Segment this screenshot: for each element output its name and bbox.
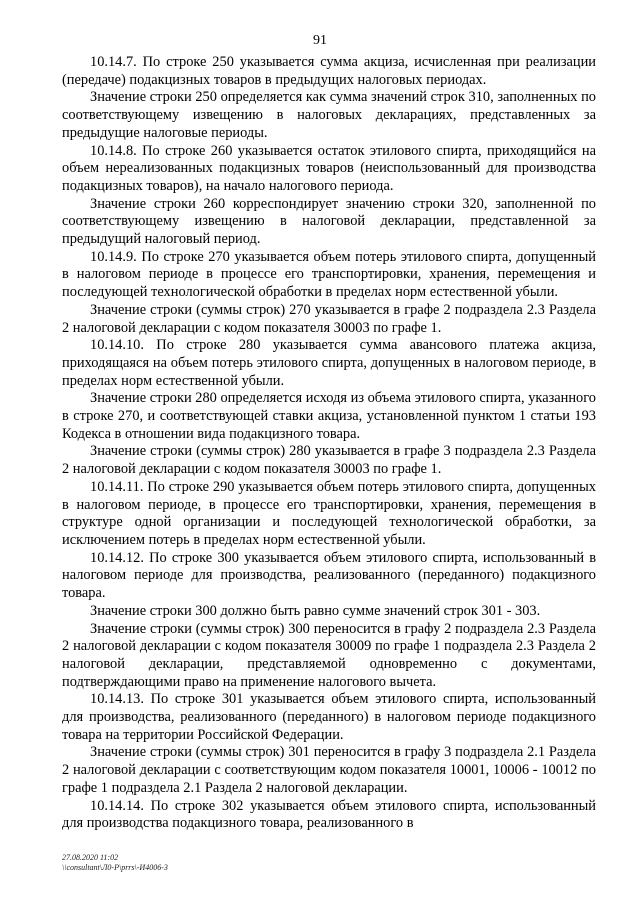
paragraph: Значение строки (суммы строк) 300 переносится в графу 2 подраздела 2.3 Раздела 2 налоговой декларации с кодом показателя 30009 по графе 1 подраздела 2.3 Раздела 2 налоговой декларации, представляемой одновременно с документами, подтверждающими право на применение налогового вычета.	[62, 620, 596, 690]
page-number: 91	[313, 33, 327, 48]
paragraph-10-14-12: 10.14.12. По строке 300 указывается объем этилового спирта, использованный в налоговом периоде для производства, реализованного (переданного) подакцизного товара.	[62, 549, 596, 602]
document-footer	[62, 853, 168, 873]
paragraph: Значение строки 260 корреспондирует значению строки 320, заполненной по соответствующему извещению в налоговой декларации, представленной за предыдущий налоговый период.	[62, 195, 596, 248]
footer-date: 27.08.2020 11:02	[62, 853, 119, 862]
document-body	[62, 54, 596, 833]
paragraph: Значение строки 280 определяется исходя из объема этилового спирта, указанного в строке 270, и соответствующей ставки акциза, установленной пунктом 1 статьи 193 Кодекса в отношении вида подакцизного товара.	[62, 390, 596, 442]
paragraph: Значение строки (суммы строк) 270 указывается в графе 2 подраздела 2.3 Раздела 2 налоговой декларации с кодом показателя 30003 по графе 1.	[62, 301, 596, 336]
paragraph-10-14-14: 10.14.14. По строке 302 указывается объем этилового спирта, использованный для производства подакцизного товара, реализованного в	[62, 797, 596, 832]
paragraph-10-14-7: 10.14.7. По строке 250 указывается сумма акциза, исчисленная при реализации (передаче) подакцизных товаров в предыдущих налоговых периодах.	[62, 54, 596, 88]
paragraph: Значение строки 250 определяется как сумма значений строк 310, заполненных по соответствующему извещению в налоговых декларациях, представленных за предыдущие налоговые периоды.	[62, 89, 596, 141]
paragraph-10-14-8: 10.14.8. По строке 260 указывается остаток этилового спирта, приходящийся на объем нереализованных подакцизных товаров (неиспользованный для производства подакцизных товаров), на начало налогового периода.	[62, 142, 596, 194]
paragraph: Значение строки (суммы строк) 280 указывается в графе 3 подраздела 2.3 Раздела 2 налоговой декларации с кодом показателя 30003 по графе 1.	[62, 443, 596, 478]
paragraph: Значение строки 300 должно быть равно сумме значений строк 301 - 303.	[90, 602, 541, 619]
footer-file-path: \\consultant\Л0-Р\prrs\-И4006-3	[62, 863, 168, 872]
paragraph-10-14-9: 10.14.9. По строке 270 указывается объем потерь этилового спирта, допущенный в налоговом периоде в процессе его транспортировки, хранения, перемещения и последующей технологической обработки в пределах норм естественной убыли.	[62, 248, 596, 301]
paragraph-10-14-11: 10.14.11. По строке 290 указывается объем потерь этилового спирта, допущенных в налоговом периоде, в процессе его транспортировки, хранения, перемещения в структуре одной организации и последующей технологической обработки, за исключением потерь в пределах норм естественной убыли.	[62, 478, 596, 548]
paragraph-10-14-10: 10.14.10. По строке 280 указывается сумма авансового платежа акциза, приходящаяся на объем потерь этилового спирта, допущенных в налоговом периоде, в пределах норм естественной убыли.	[62, 337, 596, 389]
paragraph: Значение строки (суммы строк) 301 переносится в графу 3 подраздела 2.1 Раздела 2 налоговой декларации с соответствующим кодом показателя 10001, 10006 - 10012 по графе 1 подраздела 2.1 Раздела 2 налоговой декларации.	[62, 744, 596, 796]
paragraph-10-14-13: 10.14.13. По строке 301 указывается объем этилового спирта, использованный для производства, реализованного (переданного) в налоговом периоде подакцизного товара на территории Российской Федерации.	[62, 691, 596, 743]
